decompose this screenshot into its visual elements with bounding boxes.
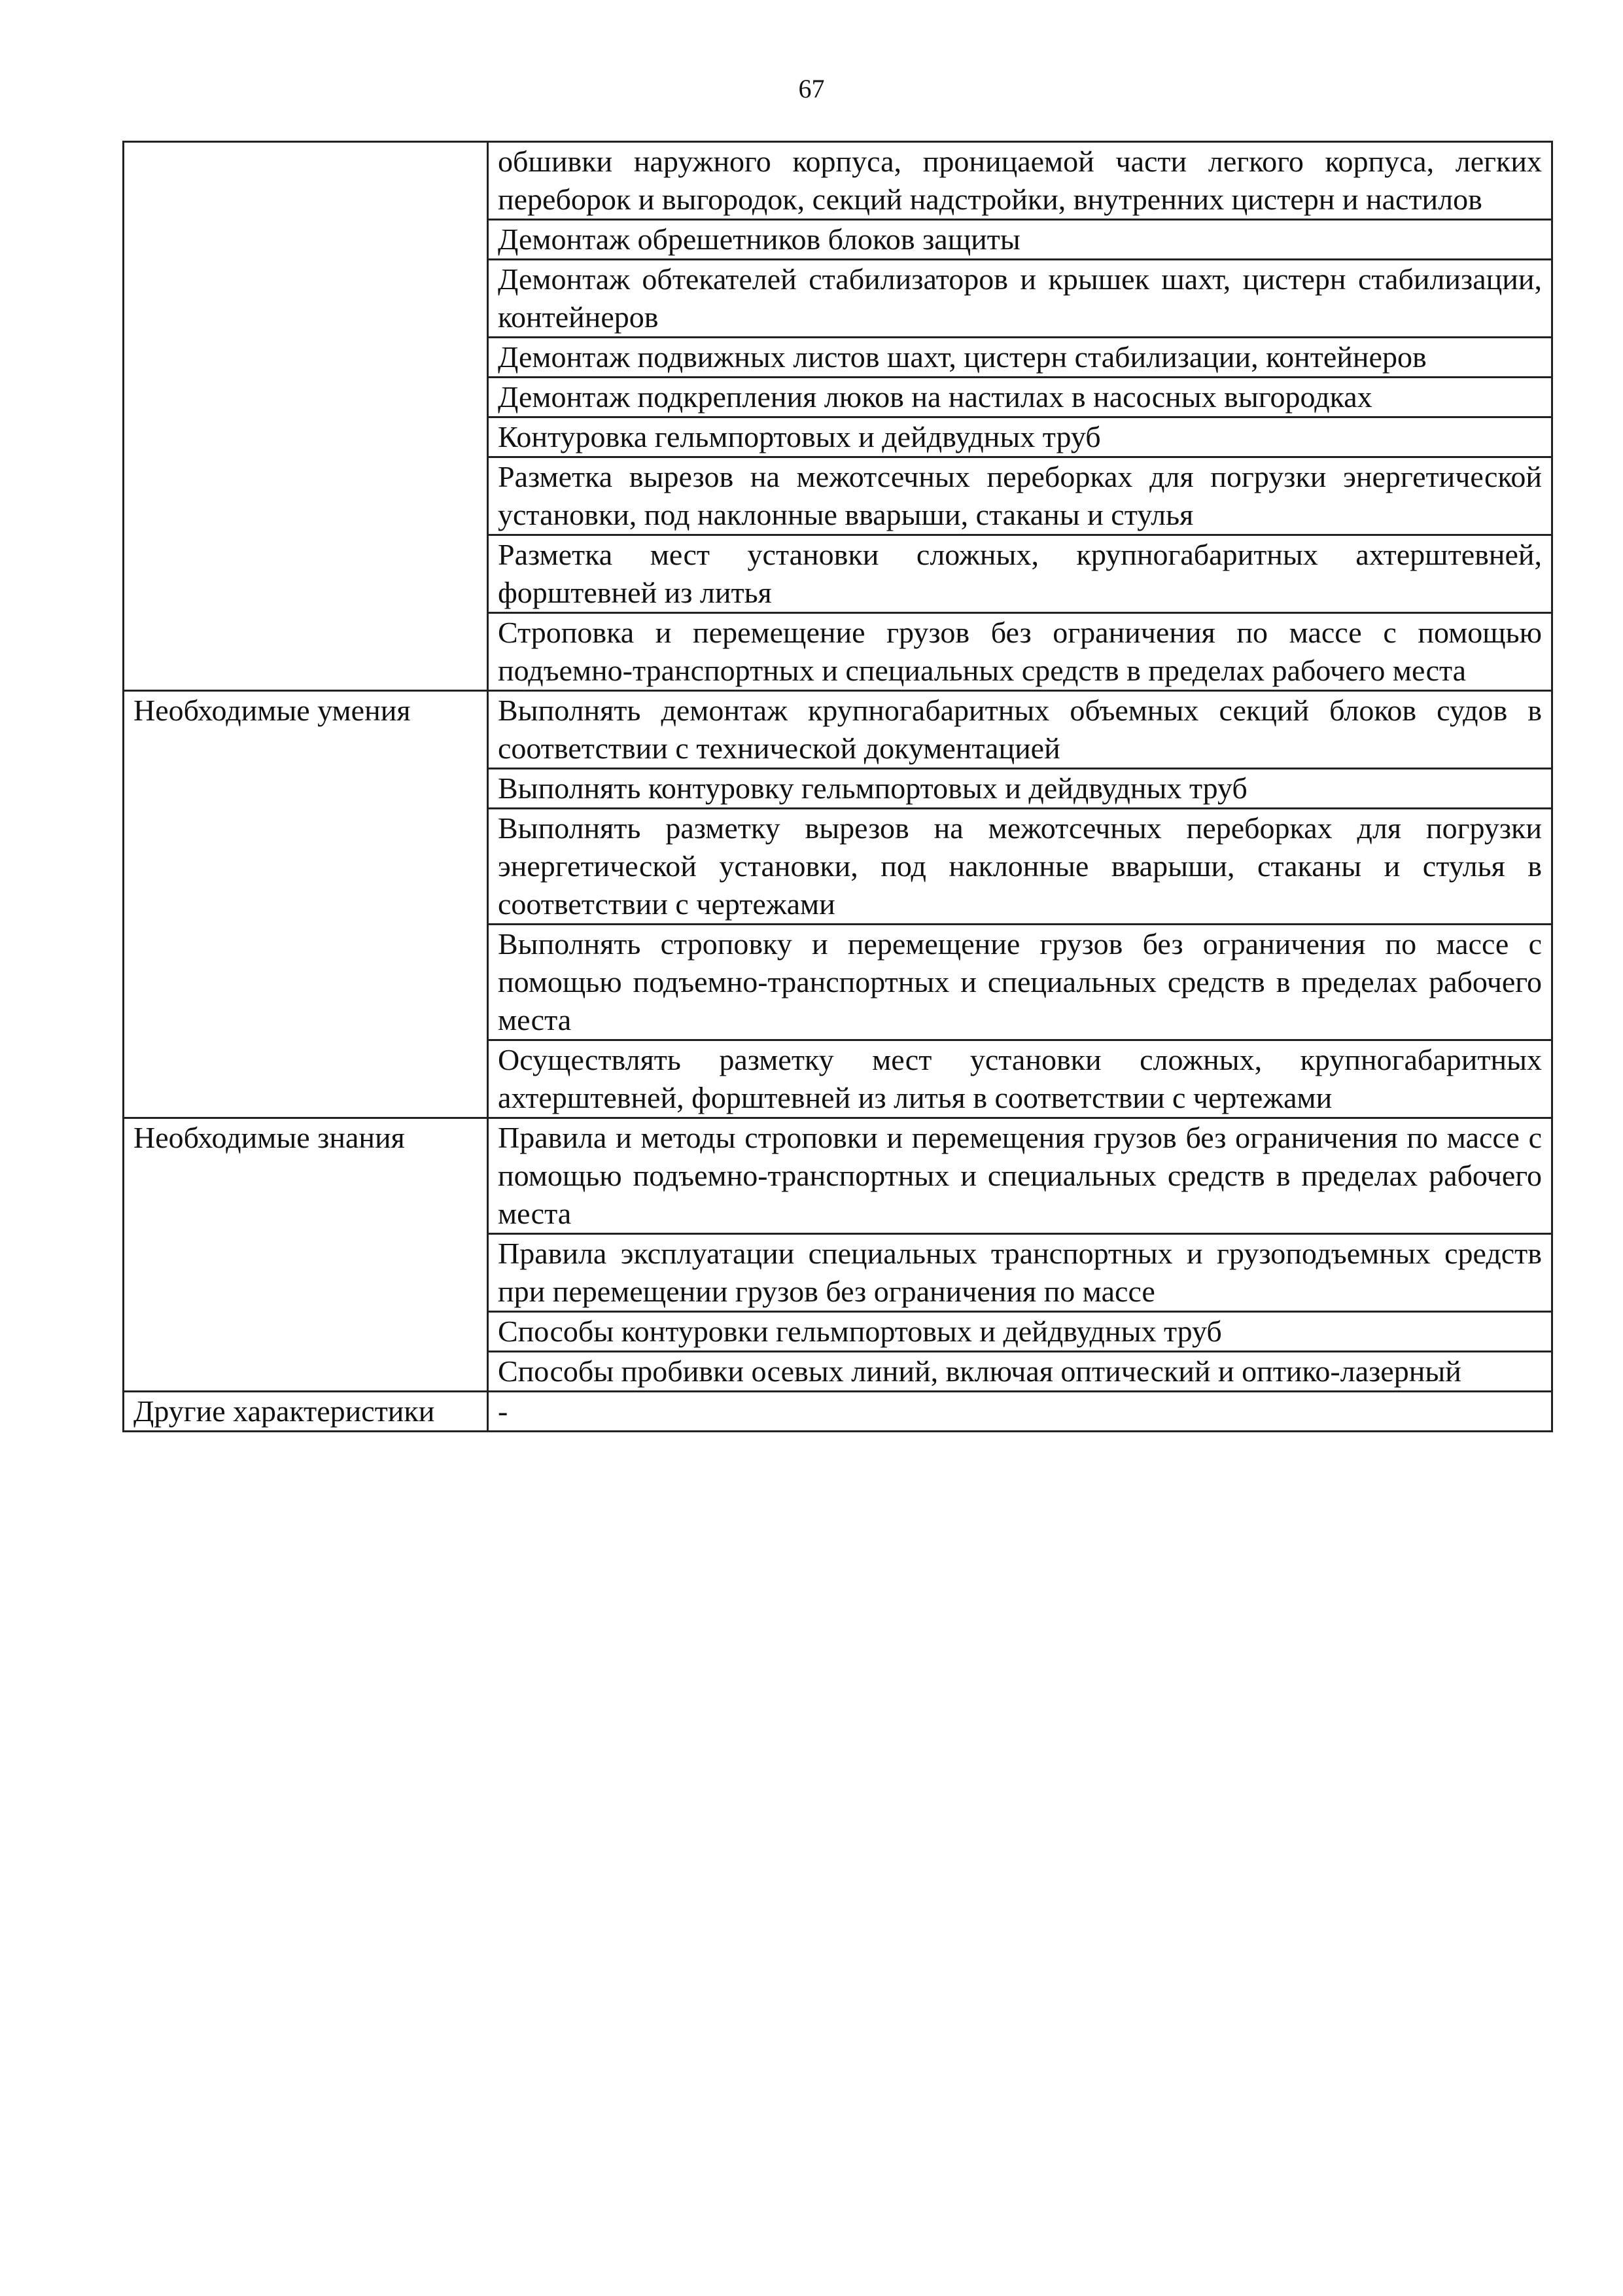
table-cell: Выполнять разметку вырезов на межотсечных переборках для погрузки энергетической установки, под наклонные вварыши, стаканы и стулья в соответствии с чертежами <box>488 809 1552 925</box>
table-cell: Демонтаж подвижных листов шахт, цистерн стабилизации, контейнеров <box>488 338 1552 378</box>
table-row <box>124 1118 1552 1234</box>
row-label-required-knowledge: Необходимые знания <box>124 1118 488 1392</box>
table-cell: Правила эксплуатации специальных транспортных и грузоподъемных средств при перемещении грузов без ограничения по массе <box>488 1234 1552 1312</box>
table-row <box>124 1392 1552 1432</box>
row-label-required-skills: Необходимые умения <box>124 691 488 1118</box>
table-cell: Демонтаж обрешетников блоков защиты <box>488 220 1552 260</box>
page-number: 67 <box>798 74 825 103</box>
characteristics-table <box>122 141 1553 1432</box>
table-cell: Контуровка гельмпортовых и дейдвудных труб <box>488 417 1552 457</box>
table-cell: обшивки наружного корпуса, проницаемой части легкого корпуса, легких переборок и выгородок, секций надстройки, внутренних цистерн и настилов <box>488 142 1552 220</box>
table-cell: - <box>488 1392 1552 1432</box>
table-cell: Осуществлять разметку мест установки сложных, крупногабаритных ахтерштевней, форштевней из литья в соответствии с чертежами <box>488 1040 1552 1118</box>
row-label-labor-actions <box>124 142 488 691</box>
table-cell: Правила и методы строповки и перемещения грузов без ограничения по массе с помощью подъемно-транспортных и специальных средств в пределах рабочего места <box>488 1118 1552 1234</box>
table-cell: Выполнять демонтаж крупногабаритных объемных секций блоков судов в соответствии с технической документацией <box>488 691 1552 769</box>
row-label-other-characteristics: Другие характеристики <box>124 1392 488 1432</box>
table-cell: Демонтаж подкрепления люков на настилах в насосных выгородках <box>488 378 1552 417</box>
table-cell: Строповка и перемещение грузов без ограничения по массе с помощью подъемно-транспортных и специальных средств в пределах рабочего места <box>488 613 1552 691</box>
table-cell: Разметка мест установки сложных, крупногабаритных ахтерштевней, форштевней из литья <box>488 535 1552 613</box>
table-row <box>124 691 1552 769</box>
table-cell: Демонтаж обтекателей стабилизаторов и крышек шахт, цистерн стабилизации, контейнеров <box>488 260 1552 338</box>
table-cell: Выполнять контуровку гельмпортовых и дейдвудных труб <box>488 769 1552 809</box>
table-cell: Способы пробивки осевых линий, включая оптический и оптико-лазерный <box>488 1352 1552 1392</box>
table-cell: Способы контуровки гельмпортовых и дейдвудных труб <box>488 1312 1552 1352</box>
table-cell: Выполнять строповку и перемещение грузов без ограничения по массе с помощью подъемно-транспортных и специальных средств в пределах рабочего места <box>488 925 1552 1040</box>
table-cell: Разметка вырезов на межотсечных переборках для погрузки энергетической установки, под наклонные вварыши, стаканы и стулья <box>488 457 1552 535</box>
table-row <box>124 142 1552 220</box>
